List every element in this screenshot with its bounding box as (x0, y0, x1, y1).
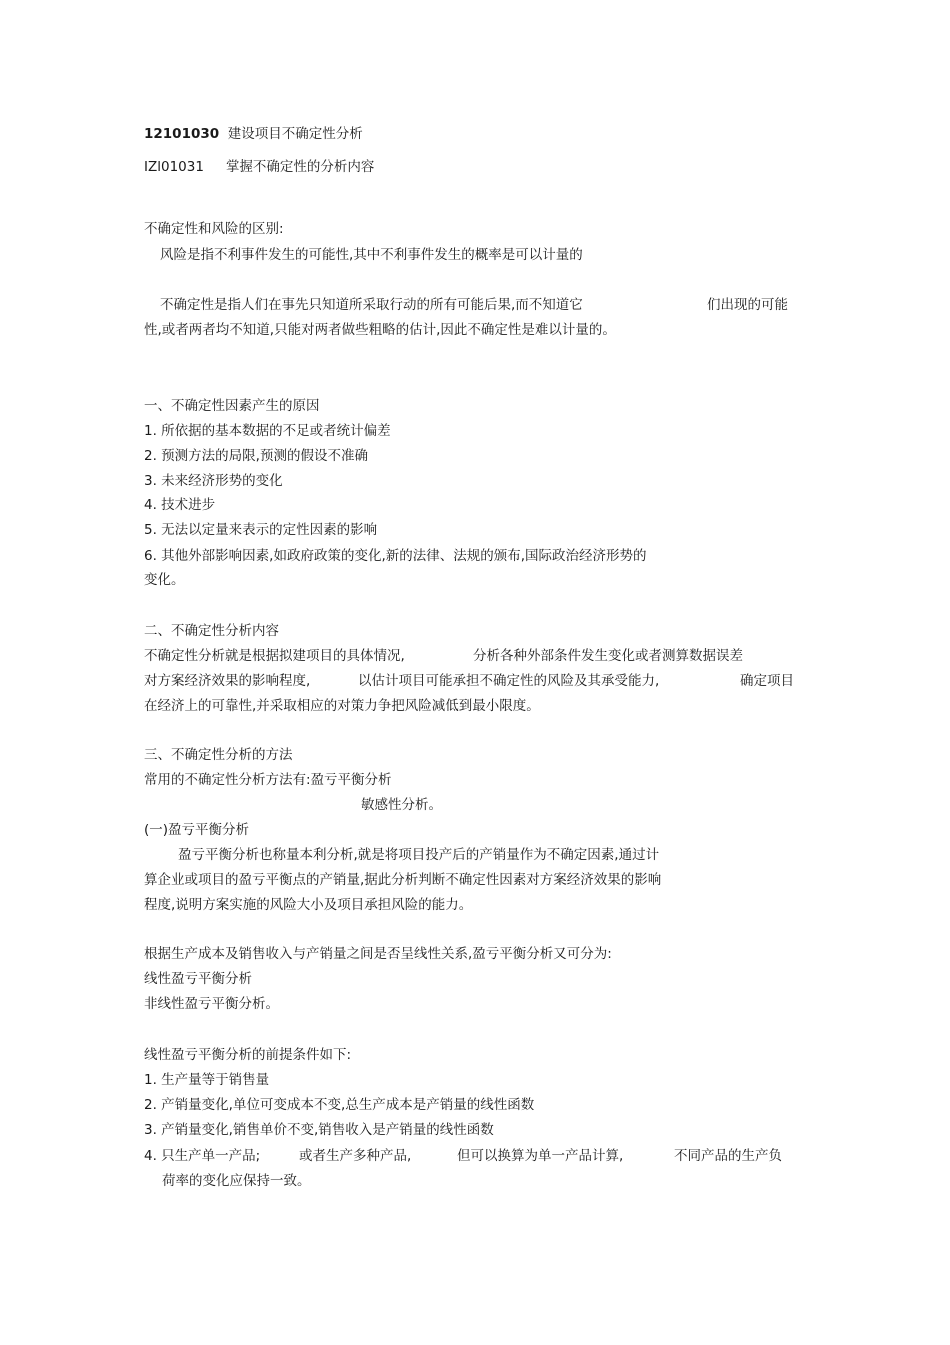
paragraph-line: 以估计项目可能承担不确定性的风险及其承受能力, (358, 673, 660, 689)
premise-heading: 线性盈亏平衡分析的前提条件如下: (144, 1047, 352, 1063)
paragraph-line: 盈亏平衡分析也称量本利分析,就是将项目投产后的产销量作为不确定因素,通过计 (178, 847, 660, 863)
subsection-code-title (144, 158, 374, 176)
section2-heading: 二、不确定性分析内容 (144, 623, 279, 639)
paragraph-line: 确定项目 (740, 673, 794, 689)
list-item: 3. 产销量变化,销售单价不变,销售收入是产销量的线性函数 (144, 1122, 494, 1138)
paragraph-line: 根据生产成本及销售收入与产销量之间是否呈线性关系,盈亏平衡分析又可分为: (144, 946, 612, 962)
list-item: 2. 产销量变化,单位可变成本不变,总生产成本是产销量的线性函数 (144, 1097, 535, 1113)
list-item-continuation: 变化。 (144, 572, 185, 588)
paragraph-line: 对方案经济效果的影响程度, (144, 673, 311, 689)
list-item: 3. 未来经济形势的变化 (144, 473, 283, 489)
paragraph-line: 不确定性分析就是根据拟建项目的具体情况, (144, 648, 405, 664)
methods-second: 敏感性分析。 (361, 797, 442, 813)
paragraph-line: 在经济上的可靠性,并采取相应的对策力争把风险减低到最小限度。 (144, 698, 540, 714)
list-item: 6. 其他外部影响因素,如政府政策的变化,新的法律、法规的颁布,国际政治经济形势的 (144, 548, 647, 564)
list-item: 1. 生产量等于销售量 (144, 1072, 270, 1088)
uncertainty-def-line1a: 不确定性是指人们在事先只知道所采取行动的所有可能后果,而不知道它 (160, 297, 583, 313)
list-item: 4. 技术进步 (144, 497, 216, 513)
paragraph-line: 分析各种外部条件发生变化或者测算数据误差 (473, 648, 743, 664)
list-item-part: 但可以换算为单一产品计算, (457, 1148, 624, 1164)
paragraph-line: 程度,说明方案实施的风险大小及项目承担风险的能力。 (144, 897, 473, 913)
section-code: 12101030 (144, 126, 220, 142)
section1-heading: 一、不确定性因素产生的原因 (144, 398, 320, 414)
list-item-part: 或者生产多种产品, (299, 1148, 412, 1164)
section-title: 建设项目不确定性分析 (227, 126, 363, 142)
subsection-title: 掌握不确定性的分析内容 (225, 159, 375, 175)
subsection-heading: (一)盈亏平衡分析 (144, 822, 250, 838)
methods-line: 常用的不确定性分析方法有:盈亏平衡分析 (144, 772, 392, 788)
list-item: 1. 所依据的基本数据的不足或者统计偏差 (144, 423, 391, 439)
section-code-title (144, 125, 363, 143)
intro-heading: 不确定性和风险的区别: (144, 221, 284, 237)
uncertainty-def-line1b: 们出现的可能 (707, 297, 788, 313)
list-item: 非线性盈亏平衡分析。 (144, 996, 279, 1012)
list-item-part: 不同产品的生产负 (674, 1148, 782, 1164)
list-item: 5. 无法以定量来表示的定性因素的影响 (144, 522, 378, 538)
list-item-continuation: 荷率的变化应保持一致。 (162, 1173, 311, 1189)
uncertainty-def-line2: 性,或者两者均不知道,只能对两者做些粗略的估计,因此不确定性是难以计量的。 (144, 322, 616, 338)
list-item: 4. 只生产单一产品; (144, 1148, 261, 1164)
list-item: 2. 预测方法的局限,预测的假设不准确 (144, 448, 368, 464)
risk-definition: 风险是指不利事件发生的可能性,其中不利事件发生的概率是可以计量的 (160, 247, 583, 263)
paragraph-line: 算企业或项目的盈亏平衡点的产销量,据此分析判断不确定性因素对方案经济效果的影响 (144, 872, 662, 888)
subsection-code: IZl01031 (144, 159, 204, 175)
section3-heading: 三、不确定性分析的方法 (144, 747, 293, 763)
list-item: 线性盈亏平衡分析 (144, 971, 252, 987)
